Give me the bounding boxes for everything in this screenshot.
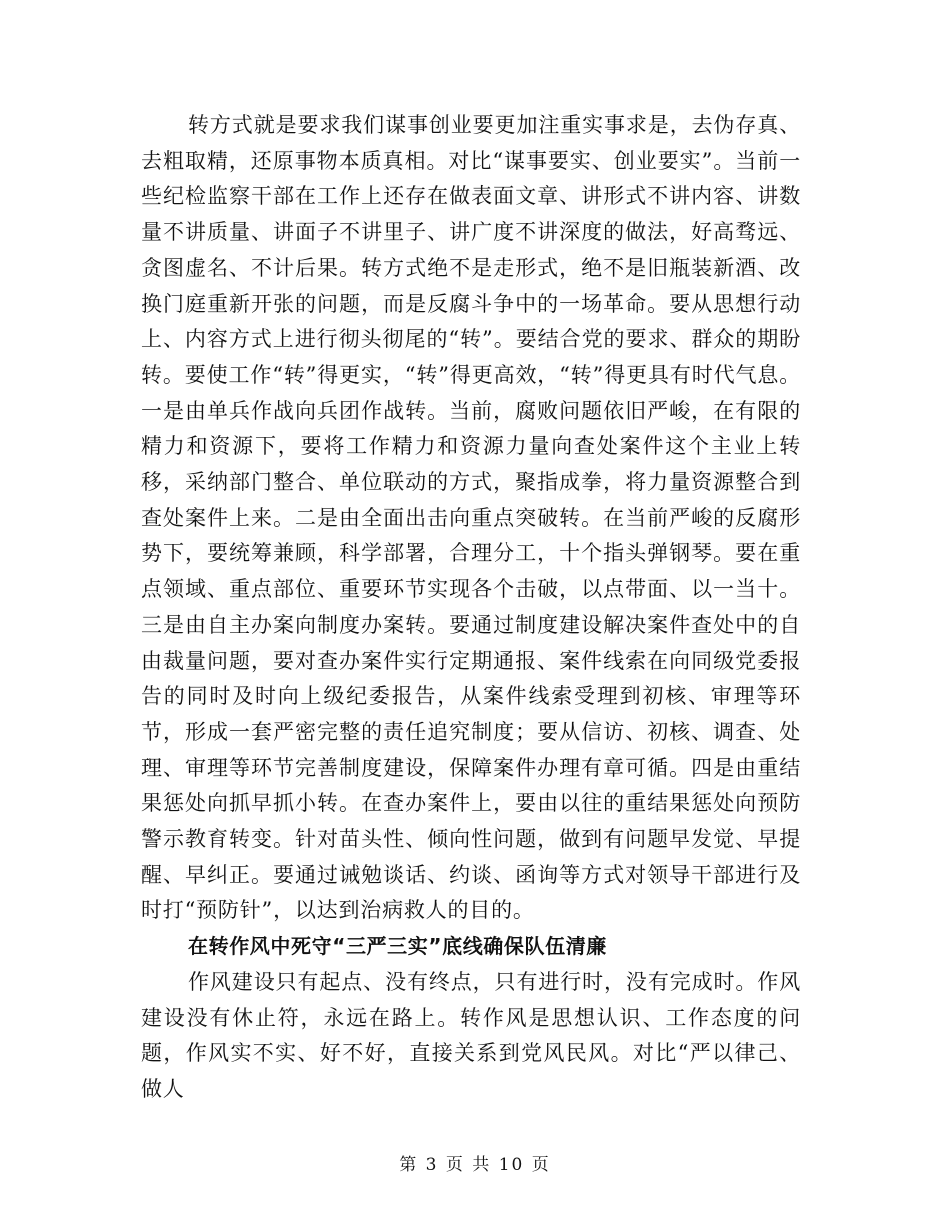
paragraph-work-style: 作风建设只有起点、没有终点，只有进行时，没有完成时。作风建设没有休止符，永远在路上。转作风是思想认识、工作态度的问题，作风实不实、好不好，直接关系到党风民风。对比“严以律己、做人	[141, 969, 801, 1101]
section-heading: 在转作风中死守“三严三实”底线确保队伍清廉	[188, 934, 607, 959]
document-body	[141, 108, 801, 1108]
paragraph-transform-methods: 转方式就是要求我们谋事创业要更加注重实事求是，去伪存真、去粗取精，还原事物本质真相。对比“谋事要实、创业要实”。当前一些纪检监察干部在工作上还存在做表面文章、讲形式不讲内容、讲数量不讲质量、讲面子不讲里子、讲广度不讲深度的做法，好高骛远、贪图虚名、不计后果。转方式绝不是走形式，绝不是旧瓶装新酒、改换门庭重新开张的问题，而是反腐斗争中的一场革命。要从思想行动上、内容方式上进行彻头彻尾的“转”。要结合党的要求、群众的期盼转。要使工作“转”得更实，“转”得更高效，“转”得更具有时代气息。一是由单兵作战向兵团作战转。当前，腐败问题依旧严峻，在有限的精力和资源下，要将工作精力和资源力量向查处案件这个主业上转移，采纳部门整合、单位联动的方式，聚指成拳，将力量资源整合到查处案件上来。二是由全面出击向重点突破转。在当前严峻的反腐形势下，要统筹兼顾，科学部署，合理分工，十个指头弹钢琴。要在重点领域、重点部位、重要环节实现各个击破，以点带面、以一当十。三是由自主办案向制度办案转。要通过制度建设解决案件查处中的自由裁量问题，要对查办案件实行定期通报、案件线索在向同级党委报告的同时及时向上级纪委报告，从案件线索受理到初核、审理等环节，形成一套严密完整的责任追究制度；要从信访、初核、调查、处理、审理等环节完善制度建设，保障案件办理有章可循。四是由重结果惩处向抓早抓小转。在查办案件上，要由以往的重结果惩处向预防警示教育转变。针对苗头性、倾向性问题，做到有问题早发觉、早提醒、早纠正。要通过诫勉谈话、约谈、函询等方式对领导干部进行及时打“预防针”，以达到治病救人的目的。	[141, 113, 801, 923]
page-number-footer: 第 3 页 共 10 页	[399, 1155, 551, 1175]
